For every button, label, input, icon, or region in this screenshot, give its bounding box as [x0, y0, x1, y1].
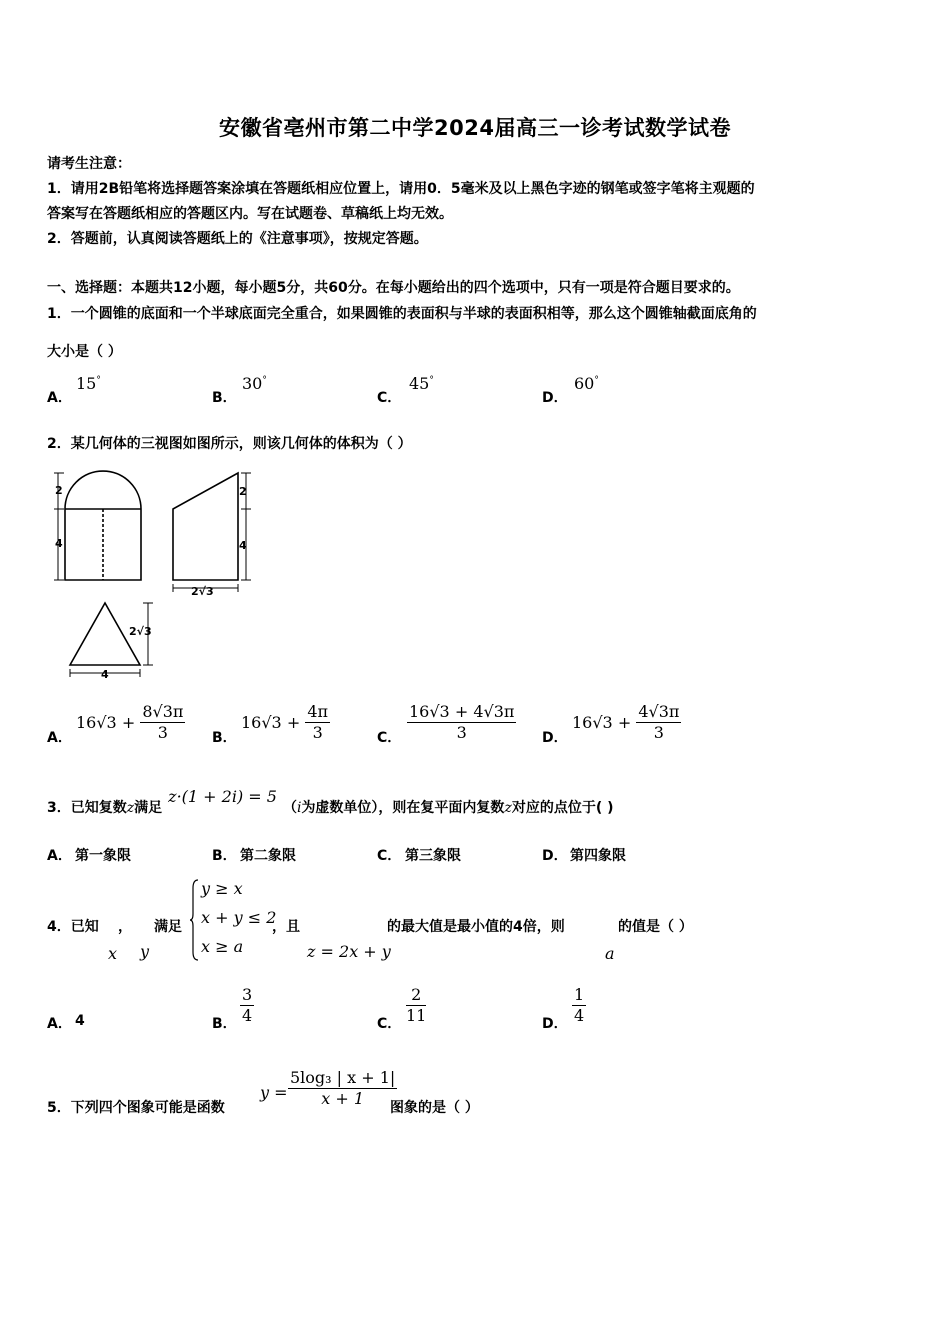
option-label: A． — [47, 390, 72, 406]
side-top-dim: 2 — [239, 485, 247, 498]
option-prefix: 16√3 + — [76, 713, 136, 732]
q3-middle: 满足 — [134, 800, 163, 816]
option-label: B． — [212, 848, 237, 864]
option-value: 30 — [242, 374, 263, 393]
option-denominator: 4 — [242, 1006, 253, 1025]
degree-unit: ° — [96, 375, 101, 386]
q4-part-3: 满足 — [154, 919, 182, 935]
q5-denominator: x + 1 — [321, 1089, 365, 1108]
top-view — [70, 603, 153, 677]
q4-var-a: a — [605, 944, 615, 963]
option-label: C． — [377, 848, 402, 864]
option-label: A． — [47, 848, 72, 864]
q1-line-2: 大小是（ ） — [47, 344, 122, 360]
front-bottom-dim: 4 — [55, 537, 63, 550]
option-label: C． — [377, 390, 402, 406]
q4-part-4: ，且 — [272, 919, 300, 935]
top-height-dim: 2√3 — [129, 625, 152, 638]
option-value: 60 — [574, 374, 595, 393]
notice-heading: 请考生注意： — [47, 156, 131, 172]
option-denominator: 4 — [574, 1006, 585, 1025]
q3-var-z-2: z — [504, 800, 512, 816]
option-label: B． — [212, 1016, 237, 1032]
option-label: B． — [212, 730, 237, 746]
option-value: 15 — [76, 374, 97, 393]
option-label: C． — [377, 1016, 402, 1032]
q5-prefix: 5．下列四个图象可能是函数 — [47, 1100, 225, 1116]
degree-unit: ° — [262, 375, 267, 386]
q5-numerator: 5log₃ | x + 1| — [290, 1068, 396, 1087]
q5-lhs: y = — [260, 1083, 288, 1102]
notice-item-1-line-2: 答案写在答题纸相应的答题区内。写在试题卷、草稿纸上均无效。 — [47, 206, 453, 222]
q4-part-6: 的值是（ ） — [618, 919, 693, 935]
option-text: 第二象限 — [240, 848, 296, 864]
left-brace — [190, 878, 200, 962]
option-numerator: 4π — [307, 702, 329, 721]
option-label: D． — [542, 848, 568, 864]
option-text: 第四象限 — [570, 848, 626, 864]
q3-paren-open: （ — [282, 800, 297, 816]
three-view-figure — [45, 465, 260, 685]
option-numerator: 8√3π — [142, 702, 184, 721]
front-top-dim: 2 — [55, 484, 63, 497]
q4-part-2: ， — [118, 919, 132, 935]
option-prefix: 16√3 + — [572, 713, 632, 732]
side-base-dim: 2√3 — [191, 585, 214, 598]
q3-suffix-2: 对应的点位于( ) — [511, 800, 614, 816]
option-numerator: 2 — [406, 985, 426, 1006]
option-denominator: 3 — [312, 723, 323, 742]
option-numerator: 1 — [574, 985, 585, 1004]
option-label: D． — [542, 730, 568, 746]
q4-objective: z = 2x + y — [307, 942, 391, 961]
section-1-heading: 一、选择题：本题共12小题，每小题5分，共60分。在每小题给出的四个选项中，只有一项是符合题目要求的。 — [47, 280, 740, 296]
option-prefix: 16√3 + — [241, 713, 301, 732]
q5-suffix: 图象的是（ ） — [390, 1100, 479, 1116]
q4-condition-3: x ≥ a — [201, 937, 244, 956]
q3-suffix-1: 为虚数单位），则在复平面内复数 — [301, 800, 505, 816]
page-title: 安徽省亳州市第二中学2024届高三一诊考试数学试卷 — [219, 116, 731, 140]
q4-part-1: 4．已知 — [47, 919, 99, 935]
option-value: 4 — [75, 1013, 85, 1029]
q3-equation: z·(1 + 2i) = 5 — [168, 787, 277, 806]
option-numerator: 4√3π — [638, 702, 680, 721]
q4-var-x: x — [108, 944, 118, 963]
q4-condition-1: y ≥ x — [201, 879, 243, 898]
option-numerator: 3 — [242, 985, 253, 1004]
option-denominator: 3 — [653, 723, 664, 742]
q1-line-1: 1．一个圆锥的底面和一个半球底面完全重合，如果圆锥的表面积与半球的表面积相等，那么这个圆锥轴截面底角的 — [47, 306, 757, 322]
q2-text: 2．某几何体的三视图如图所示，则该几何体的体积为（ ） — [47, 436, 412, 452]
option-denominator: 3 — [456, 723, 467, 742]
q3-text — [47, 787, 614, 817]
front-view — [54, 471, 141, 580]
q3-var-i: i — [296, 800, 302, 816]
option-label: B． — [212, 390, 237, 406]
option-label: D． — [542, 1016, 568, 1032]
q3-var-z: z — [126, 800, 135, 816]
option-label: A． — [47, 1016, 72, 1032]
top-base-dim: 4 — [101, 668, 109, 681]
option-label: A． — [47, 730, 72, 746]
option-text: 第三象限 — [405, 848, 461, 864]
degree-unit: ° — [429, 375, 434, 386]
option-value: 45 — [409, 374, 430, 393]
q4-var-y: y — [140, 942, 150, 961]
q4-part-5: 的最大值是最小值的4倍，则 — [387, 919, 565, 935]
degree-unit: ° — [594, 375, 599, 386]
q3-prefix: 3．已知复数 — [47, 800, 127, 816]
option-label: D． — [542, 390, 568, 406]
q4-condition-2: x + y ≤ 2 — [201, 908, 277, 927]
notice-item-2: 2．答题前，认真阅读答题纸上的《注意事项》，按规定答题。 — [47, 231, 428, 247]
notice-item-1-line-1: 1．请用2B铅笔将选择题答案涂填在答题纸相应位置上，请用0．5毫米及以上黑色字迹的钢笔或签字笔将主观题的 — [47, 181, 755, 197]
side-bottom-dim: 4 — [239, 539, 247, 552]
option-label: C． — [377, 730, 402, 746]
option-text: 第一象限 — [75, 848, 131, 864]
option-denominator: 11 — [406, 1006, 427, 1025]
option-denominator: 3 — [157, 723, 168, 742]
option-numerator: 16√3 + 4√3π — [409, 702, 515, 721]
